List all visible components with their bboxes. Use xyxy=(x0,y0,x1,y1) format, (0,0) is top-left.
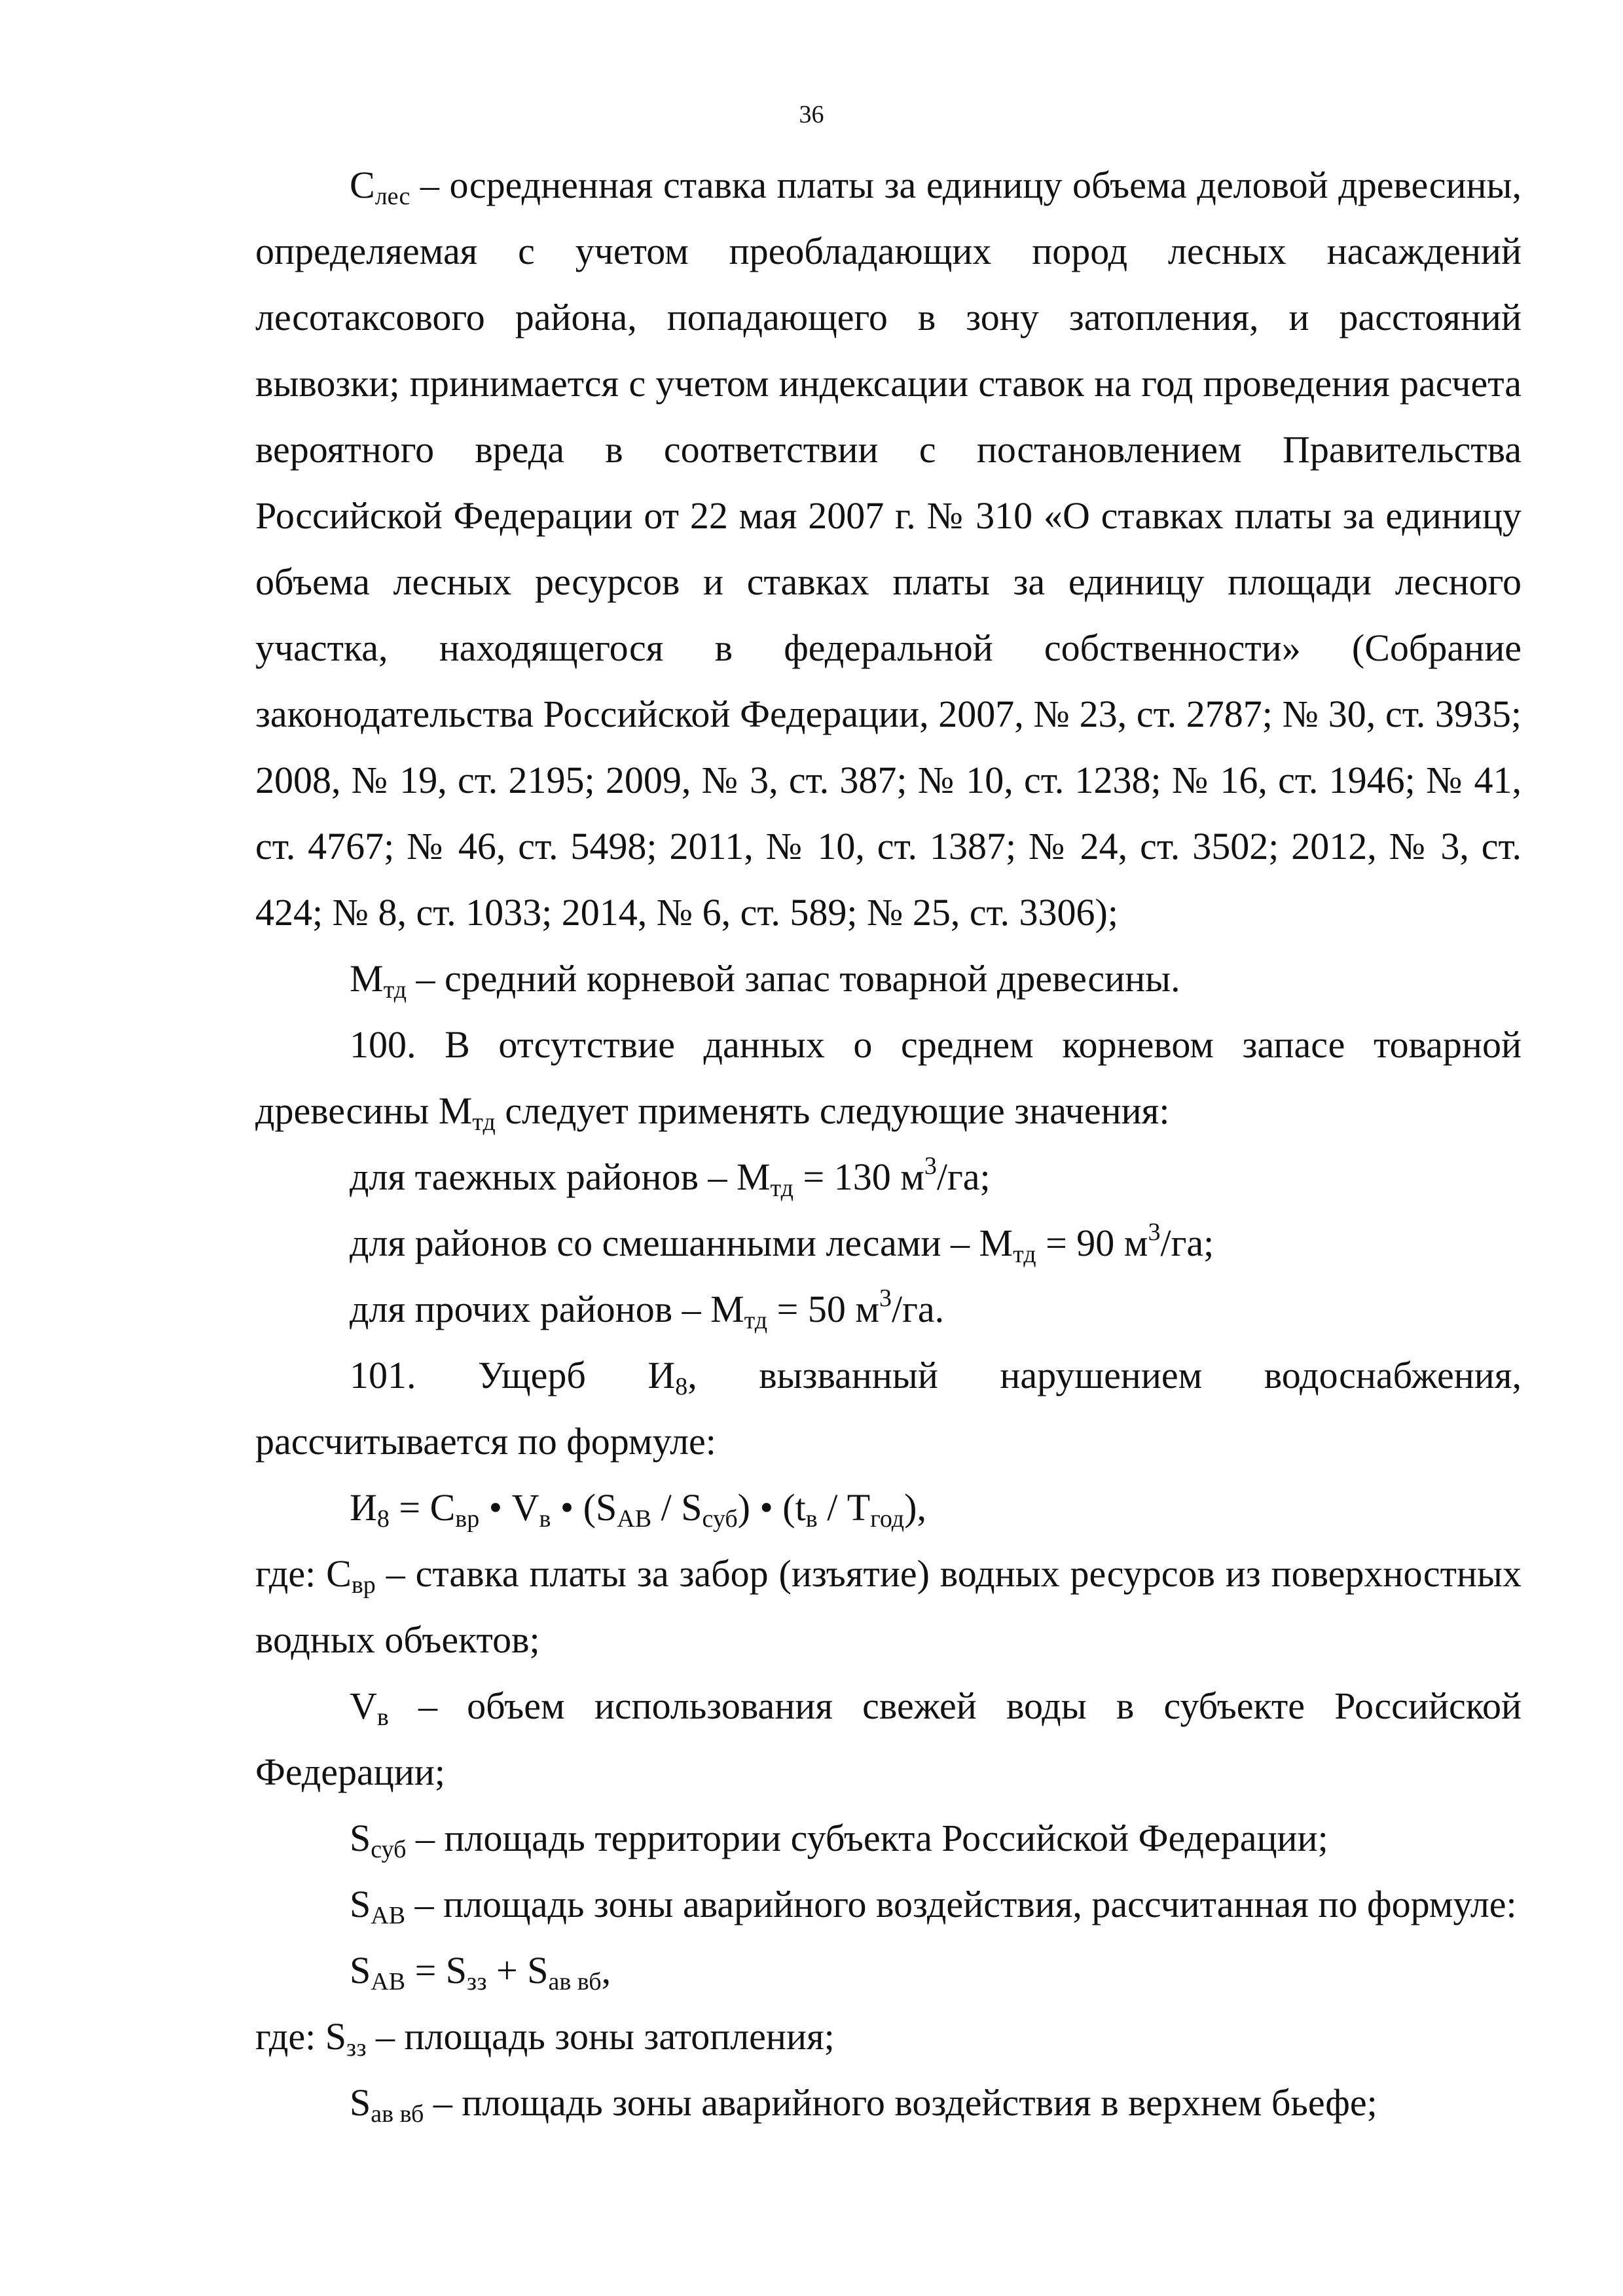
symbol-m: М xyxy=(438,1089,473,1132)
formula-subscript: вр xyxy=(455,1505,480,1533)
formula-part: + S xyxy=(486,1949,549,1992)
symbol-v: V xyxy=(350,1685,377,1727)
value-label: для таежных районов – М xyxy=(350,1156,771,1198)
value-unit: /га; xyxy=(1160,1222,1214,1264)
formula-part: / S xyxy=(651,1486,702,1529)
value-mixed xyxy=(255,1210,1522,1276)
value-label: для прочих районов – М xyxy=(350,1288,744,1330)
superscript-3: 3 xyxy=(879,1285,892,1312)
paragraph-text: где: С xyxy=(255,1552,352,1595)
formula-s-ab xyxy=(255,1937,1522,2003)
formula-part: V xyxy=(511,1486,539,1529)
subscript-sub: суб xyxy=(371,1836,407,1863)
subscript-les: лес xyxy=(374,183,410,210)
paragraph-s-sub xyxy=(255,1805,1522,1871)
formula-subscript: 8 xyxy=(376,1505,390,1533)
subscript-v: в xyxy=(376,1704,389,1731)
formula-part: = С xyxy=(389,1486,456,1529)
symbol-m: М xyxy=(350,957,384,1000)
paragraph-text: , вызванный нарушением водоснабжения, рассчитывается по формуле: xyxy=(255,1354,1522,1463)
symbol-c: С xyxy=(350,164,375,206)
paragraph-text: – площадь территории субъекта Российской Федерации; xyxy=(406,1817,1328,1859)
value-other xyxy=(255,1276,1522,1342)
symbol-s: S xyxy=(350,1817,371,1859)
paragraph-text: – осредненная ставка платы за единицу объема деловой древесины, определяемая с учетом преобладающих пород лесных насаждений лесотаксового района, попадающего в зону затопления, и расстояний вывозки; принимается с учетом индексации ставок на год проведения расчета вероятного вреда в соответствии с постановлением Правительства Российской Федерации от 22 мая 2007 г. № 310 «О ставках платы за единицу объема лесных ресурсов и ставках платы за единицу площади лесного участка, находящегося в федеральной собственности» (Собрание законодательства Российской Федерации, 2007, № 23, ст. 2787; № 30, ст. 3935; 2008, № 19, ст. 2195; 2009, № 3, ст. 387; № 10, ст. 1238; № 16, ст. 1946; № 41, ст. 4767; № 46, ст. 5498; 2011, № 10, ст. 1387; № 24, ст. 3502; 2012, № 3, ст. 424; № 8, ст. 1033; 2014, № 6, ст. 589; № 25, ст. 3306); xyxy=(255,164,1522,934)
formula-part: S xyxy=(350,1949,371,1992)
superscript-3: 3 xyxy=(924,1152,937,1180)
symbol-s: S xyxy=(350,2081,371,2124)
subscript-td: тд xyxy=(744,1307,768,1334)
paragraph-text: 101. Ущерб И xyxy=(350,1354,676,1396)
formula-subscript: в xyxy=(539,1505,551,1533)
symbol-s: S xyxy=(350,1883,371,1925)
subscript-td: тд xyxy=(1013,1241,1036,1268)
paragraph-c-les xyxy=(255,152,1522,945)
document-body xyxy=(255,152,1522,2136)
formula-part: • xyxy=(479,1486,512,1529)
paragraph-101 xyxy=(255,1342,1522,1474)
formula-part: , xyxy=(601,1949,611,1992)
paragraph-s-avvb xyxy=(255,2069,1522,2136)
paragraph-m-td xyxy=(255,945,1522,1011)
subscript-td: тд xyxy=(770,1175,793,1202)
subscript-avvb: ав вб xyxy=(371,2100,424,2128)
formula-part: И xyxy=(350,1486,377,1529)
formula-part: = S xyxy=(405,1949,467,1992)
paragraph-s-ab xyxy=(255,1871,1522,1937)
formula-subscript: в xyxy=(805,1505,818,1533)
formula-part: / T xyxy=(817,1486,871,1529)
value-number: = 130 м xyxy=(793,1156,924,1198)
paragraph-100 xyxy=(255,1011,1522,1144)
subscript-vr: вр xyxy=(351,1571,376,1599)
subscript-8: 8 xyxy=(675,1373,688,1400)
superscript-3: 3 xyxy=(1148,1218,1161,1246)
formula-part: • (S xyxy=(551,1486,617,1529)
formula-subscript: суб xyxy=(702,1505,738,1533)
paragraph-text: – площадь зоны аварийного воздействия, рассчитанная по формуле: xyxy=(405,1883,1517,1925)
formula-subscript: AB xyxy=(617,1505,652,1533)
value-number: = 50 м xyxy=(767,1288,880,1330)
formula-i8 xyxy=(255,1474,1522,1540)
paragraph-text: 100. В отсутствие данных о среднем корневом запасе товарной древесины xyxy=(255,1023,1522,1132)
formula-subscript: ав вб xyxy=(548,1968,602,1995)
formula-subscript: год xyxy=(870,1505,905,1533)
subscript-ab: AB xyxy=(371,1902,406,1929)
value-unit: /га. xyxy=(892,1288,945,1330)
subscript-zz: зз xyxy=(346,2034,367,2062)
formula-part: ) • (t xyxy=(737,1486,806,1529)
value-unit: /га; xyxy=(936,1156,991,1198)
paragraph-text: – площадь зоны аварийного воздействия в верхнем бьефе; xyxy=(424,2081,1377,2124)
paragraph-text: – ставка платы за забор (изъятие) водных ресурсов из поверхностных водных объектов; xyxy=(255,1552,1522,1661)
paragraph-s-zz xyxy=(255,2003,1522,2069)
paragraph-text: – объем использования свежей воды в субъекте Российской Федерации; xyxy=(255,1685,1522,1793)
page-number: 36 xyxy=(799,101,824,128)
subscript-td: тд xyxy=(472,1108,496,1136)
paragraph-text: где: S xyxy=(255,2015,347,2058)
paragraph-v-v xyxy=(255,1673,1522,1805)
paragraph-text: следует применять следующие значения: xyxy=(495,1089,1170,1132)
subscript-td: тд xyxy=(383,976,407,1004)
value-number: = 90 м xyxy=(1036,1222,1148,1264)
value-label: для районов со смешанными лесами – М xyxy=(350,1222,1013,1264)
paragraph-text: – площадь зоны затопления; xyxy=(366,2015,835,2058)
paragraph-text: – средний корневой запас товарной древесины. xyxy=(407,957,1180,1000)
formula-part: ), xyxy=(904,1486,926,1529)
formula-subscript: зз xyxy=(467,1968,487,1995)
paragraph-c-vr xyxy=(255,1540,1522,1673)
value-taiga xyxy=(255,1144,1522,1210)
formula-subscript: AB xyxy=(371,1968,406,1995)
